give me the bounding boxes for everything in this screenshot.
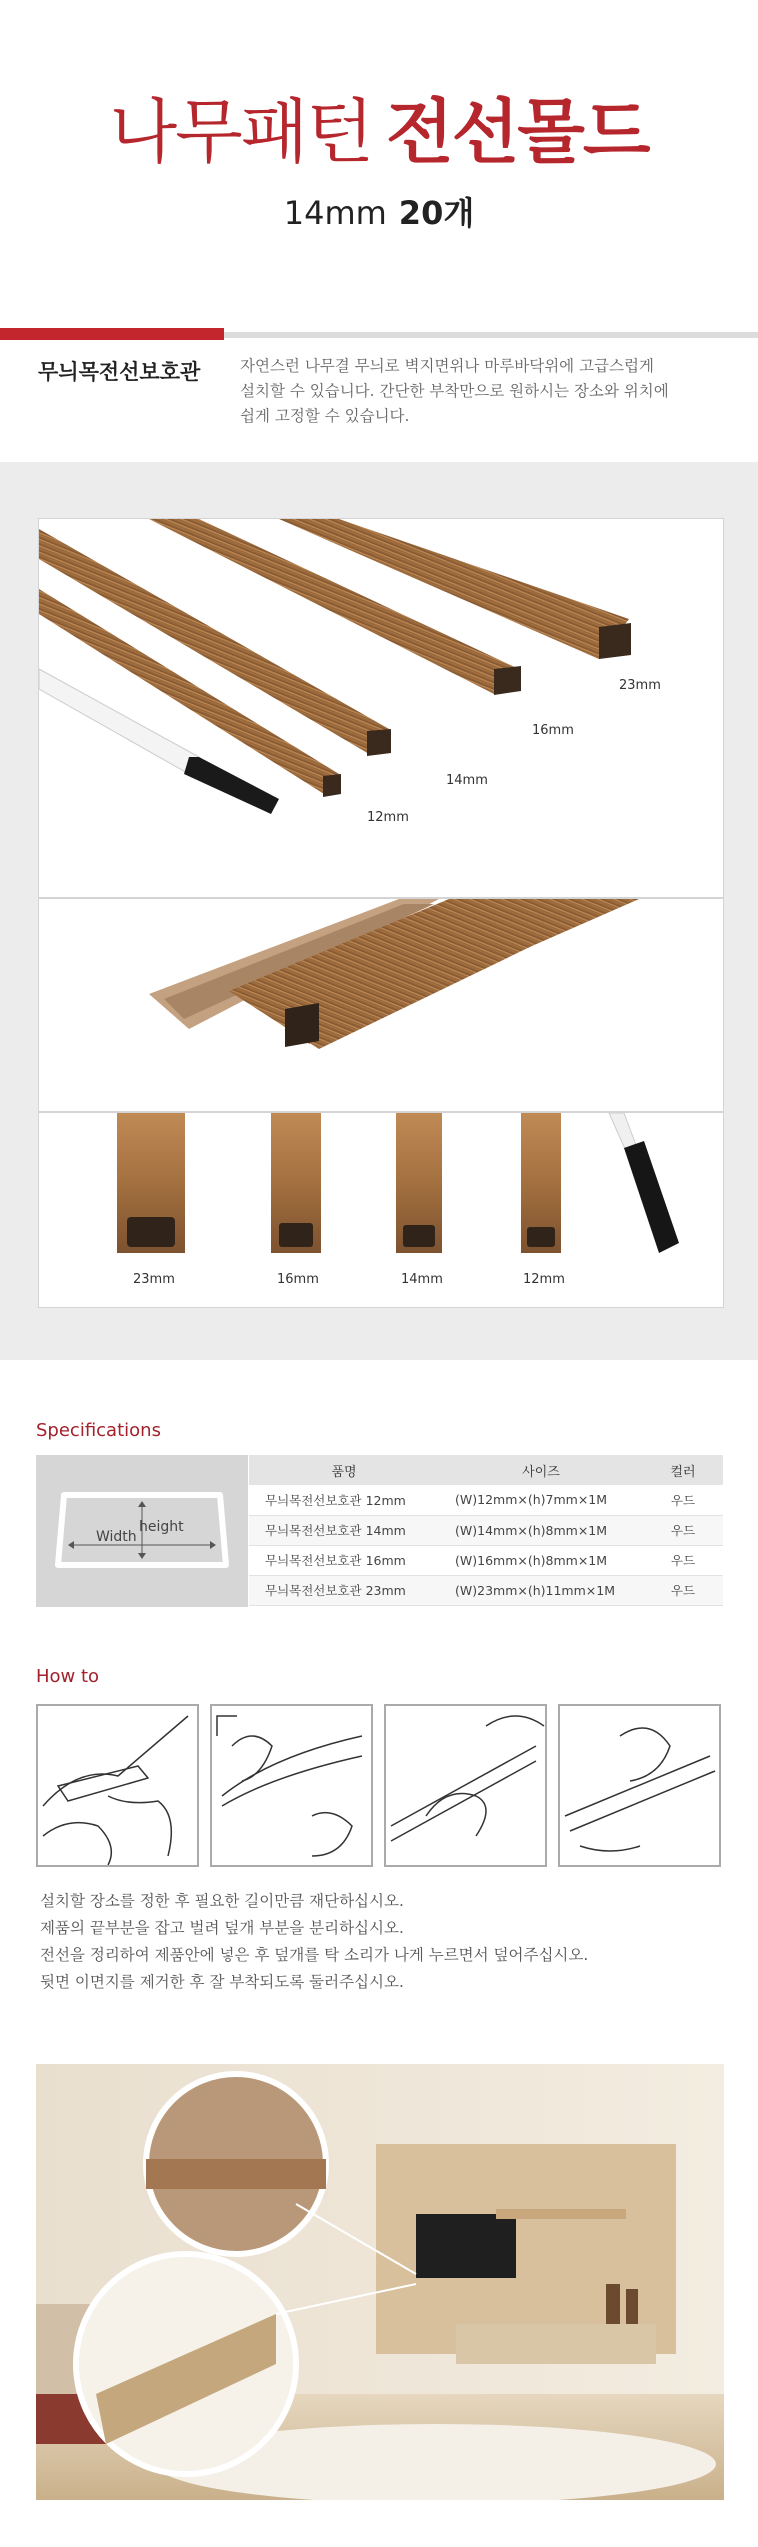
intro-divider <box>224 332 758 338</box>
spec-header-row <box>249 1455 723 1485</box>
spec-cell-size: (W)23mm×(h)11mm×1M <box>439 1575 643 1605</box>
specifications-title: Specifications <box>36 1420 161 1441</box>
howto-line: 뒷면 이면지를 제거한 후 잘 부착되도록 둘러주십시오. <box>40 1973 404 1991</box>
cross-section-diagram <box>36 1455 248 1607</box>
howto-step-3-illustration <box>384 1704 547 1867</box>
spec-cell-name: 무늬목전선보호관 16mm <box>249 1545 439 1575</box>
table-row <box>249 1545 723 1575</box>
hero-title-light: 나무패턴 <box>109 91 372 173</box>
hero-title-bold: 전선몰드 <box>386 91 649 173</box>
hero-title <box>0 92 758 172</box>
spec-cell-name: 무늬목전선보호관 12mm <box>249 1485 439 1515</box>
spec-cell-size: (W)14mm×(h)8mm×1M <box>439 1515 643 1545</box>
howto-line: 제품의 끝부분을 잡고 벌려 덮개 부분을 분리하십시오. <box>40 1919 404 1937</box>
spec-table <box>249 1455 723 1606</box>
size-label-23: 23mm <box>619 678 661 693</box>
size-label-16: 16mm <box>532 723 574 738</box>
intro-accent-bar <box>0 328 224 340</box>
howto-line: 설치할 장소를 정한 후 필요한 길이만큼 재단하십시오. <box>40 1892 404 1910</box>
howto-step-4-illustration <box>558 1704 721 1867</box>
intro-description <box>240 354 740 429</box>
howto-step-2-illustration <box>210 1704 373 1867</box>
howto-instructions <box>40 1888 730 1996</box>
spec-cell-name: 무늬목전선보호관 23mm <box>249 1575 439 1605</box>
profile-label-14: 14mm <box>401 1272 443 1287</box>
table-row <box>249 1575 723 1605</box>
intro-line: 쉽게 고정할 수 있습니다. <box>240 407 410 425</box>
table-row <box>249 1485 723 1515</box>
spec-header-name: 품명 <box>249 1455 439 1485</box>
spec-cell-size: (W)16mm×(h)8mm×1M <box>439 1545 643 1575</box>
product-photo-open-mold <box>38 898 724 1112</box>
intro-product-name: 무늬목전선보호관 <box>38 360 201 384</box>
profile-label-23: 23mm <box>133 1272 175 1287</box>
product-photo-profiles <box>38 1112 724 1308</box>
spec-header-color: 컬러 <box>643 1455 723 1485</box>
size-label-12: 12mm <box>367 810 409 825</box>
spec-cell-color: 우드 <box>643 1515 723 1545</box>
product-photo-lengths <box>38 518 724 898</box>
spec-cell-name: 무늬목전선보호관 14mm <box>249 1515 439 1545</box>
spec-header-size: 사이즈 <box>439 1455 643 1485</box>
intro-line: 자연스런 나무결 무늬로 벽지면위나 마루바닥위에 고급스럽게 <box>240 357 654 375</box>
intro-line: 설치할 수 있습니다. 간단한 부착만으로 원하시는 장소와 위치에 <box>240 382 669 400</box>
spec-cell-color: 우드 <box>643 1575 723 1605</box>
profile-label-16: 16mm <box>277 1272 319 1287</box>
profile-label-12: 12mm <box>523 1272 565 1287</box>
spec-cell-color: 우드 <box>643 1485 723 1515</box>
howto-step-1-illustration <box>36 1704 199 1867</box>
howto-title: How to <box>36 1666 100 1687</box>
spec-cell-color: 우드 <box>643 1545 723 1575</box>
howto-line: 전선을 정리하여 제품안에 넣은 후 덮개를 탁 소리가 나게 누르면서 덮어주십시오. <box>40 1946 589 1964</box>
size-label-14: 14mm <box>446 773 488 788</box>
diagram-height-label: height <box>139 1519 184 1535</box>
diagram-width-label: Width <box>96 1529 137 1545</box>
hero-subtitle <box>0 188 758 234</box>
table-row <box>249 1515 723 1545</box>
room-installation-photo <box>36 2064 724 2500</box>
spec-cell-size: (W)12mm×(h)7mm×1M <box>439 1485 643 1515</box>
hero-size: 14mm <box>283 194 387 232</box>
hero-count: 20개 <box>398 194 475 232</box>
